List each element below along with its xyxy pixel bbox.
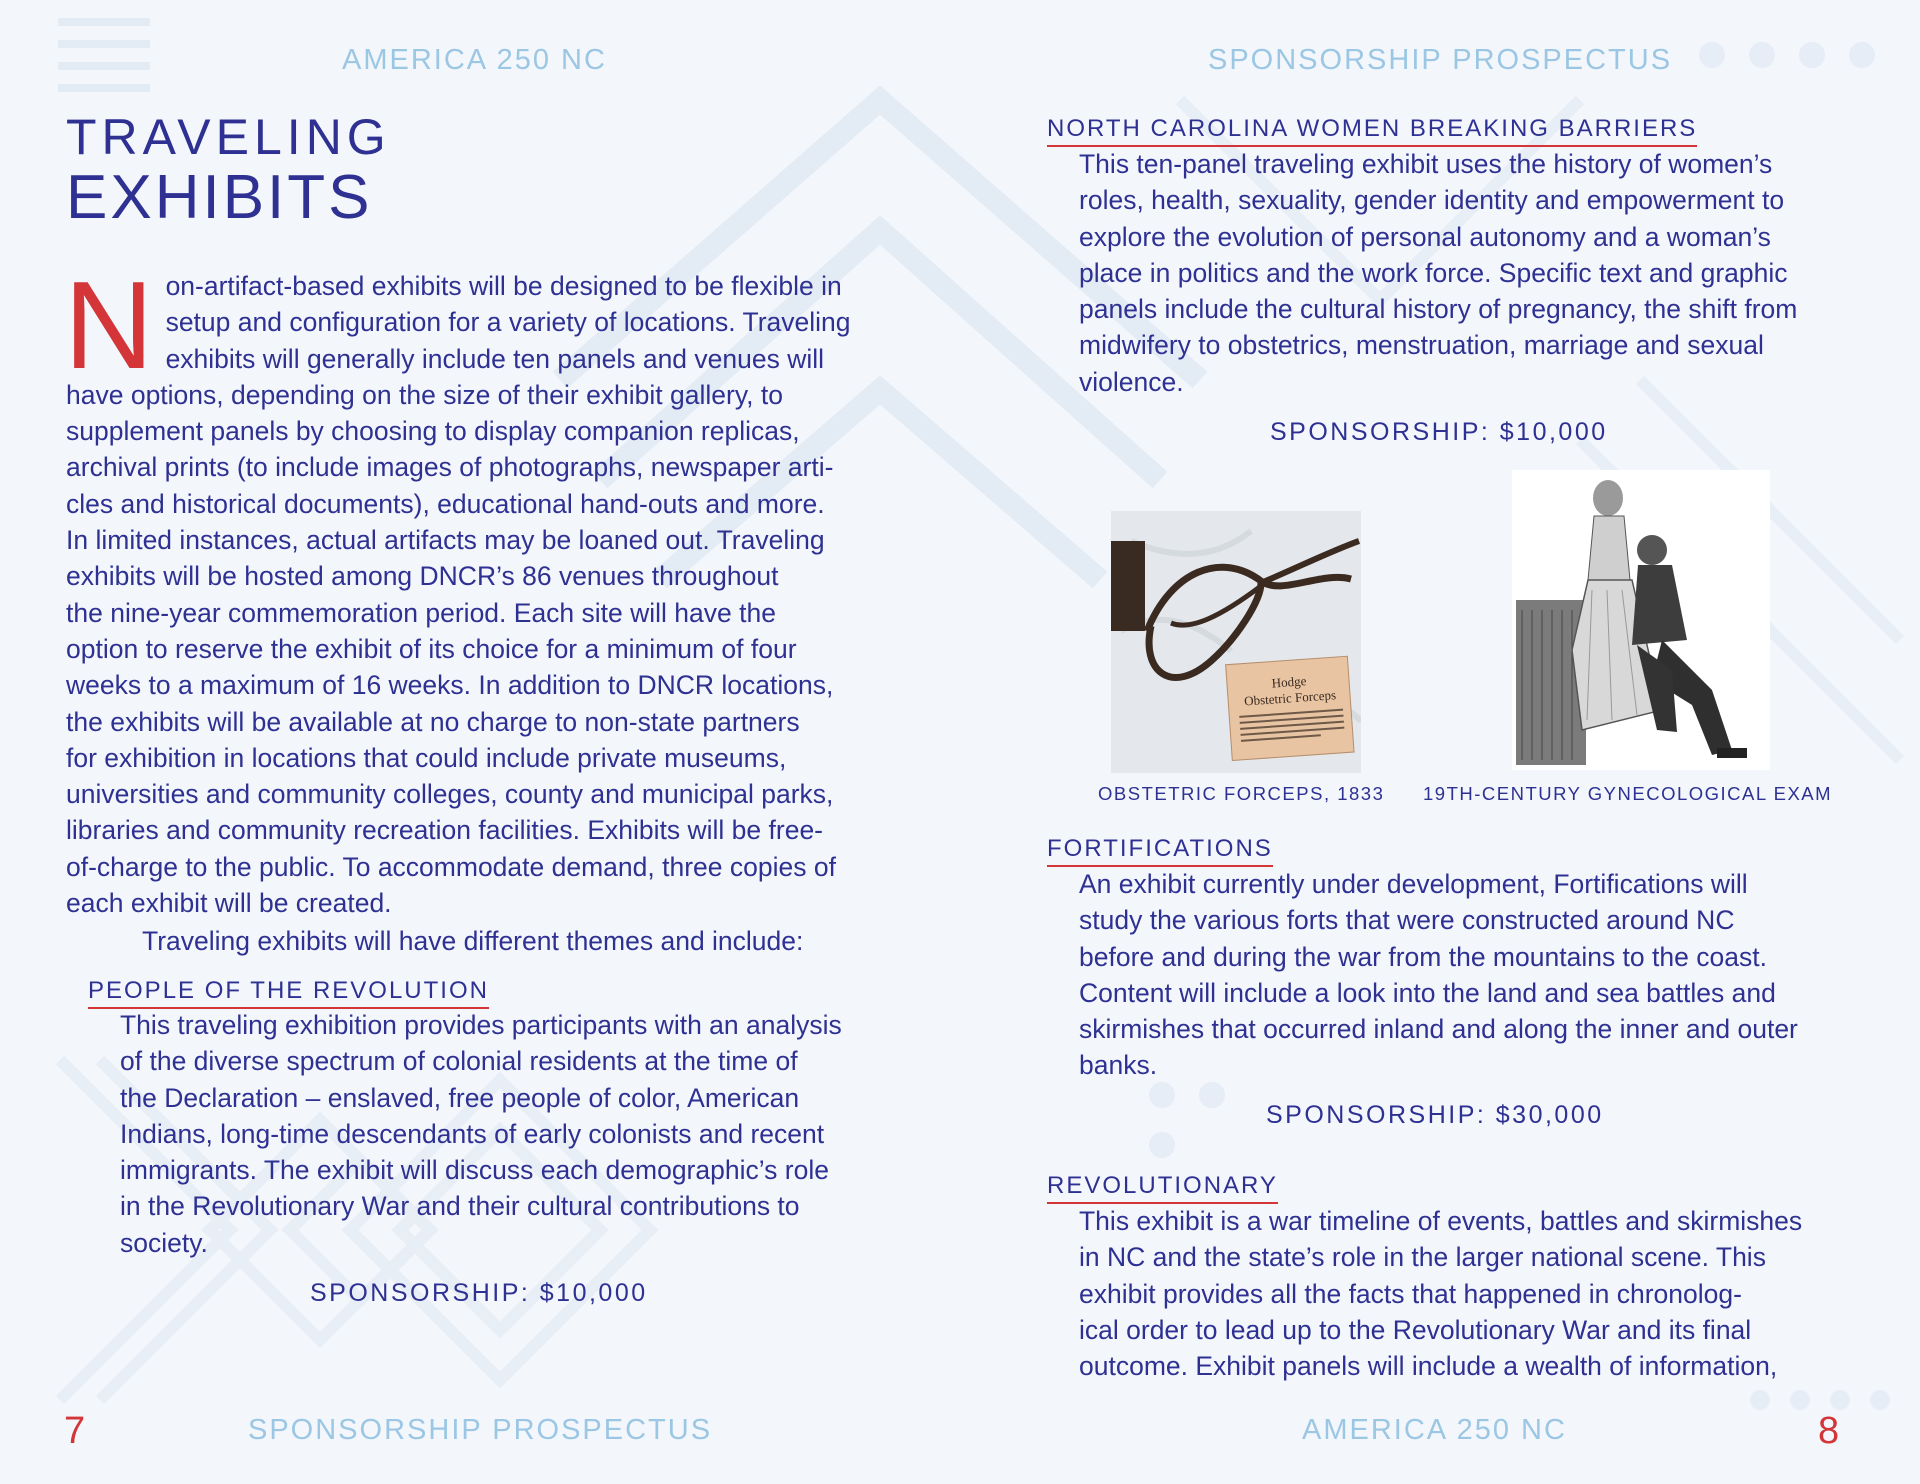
section-body-fortifications	[1079, 866, 1869, 1084]
text-line: This ten-panel traveling exhibit uses the history of women’s	[1079, 149, 1773, 179]
text-line: option to reserve the exhibit of its choice for a minimum of four	[66, 633, 797, 664]
sponsorship-amount: SPONSORSHIP: $10,000	[1270, 418, 1608, 446]
section-heading-women: NORTH CAROLINA WOMEN BREAKING BARRIERS	[1047, 115, 1697, 147]
text-line: for exhibition in locations that could include private museums,	[66, 742, 787, 773]
forceps-illustration	[1111, 511, 1361, 773]
photo-caption: 19TH-CENTURY GYNECOLOGICAL EXAM	[1423, 783, 1833, 804]
text-line: libraries and community recreation facilities. Exhibits will be free-	[66, 815, 824, 846]
themes-intro: Traveling exhibits will have different themes and include:	[142, 926, 804, 956]
intro-paragraph	[64, 257, 906, 921]
text-line: skirmishes that occurred inland and along the inner and outer	[1079, 1014, 1798, 1045]
text-line: before and during the war from the mountains to the coast.	[1079, 941, 1767, 972]
text-line: setup and configuration for a variety of locations. Traveling	[165, 307, 851, 338]
text-line: society.	[120, 1227, 208, 1258]
text-line: each exhibit will be created.	[66, 888, 392, 919]
text-line: Content will include a look into the land and sea battles and	[1079, 977, 1776, 1008]
running-footer: SPONSORSHIP PROSPECTUS	[248, 1414, 713, 1446]
photo-caption: OBSTETRIC FORCEPS, 1833	[1098, 783, 1385, 804]
label-title-1: Hodge	[1271, 673, 1307, 691]
page-title-line2: EXHIBITS	[66, 163, 373, 232]
page-number: 8	[1818, 1410, 1840, 1452]
page-title-line1: TRAVELING	[66, 109, 391, 165]
text-line: exhibit provides all the facts that happened in chronolog-	[1079, 1278, 1742, 1309]
page-8	[960, 0, 1920, 1484]
gynecological-exam-engraving	[1512, 470, 1770, 770]
text-line: midwifery to obstetrics, menstruation, marriage and sexual	[1079, 330, 1764, 361]
text-line: Indians, long-time descendants of early colonists and recent	[120, 1118, 825, 1149]
section-heading-people: PEOPLE OF THE REVOLUTION	[88, 977, 489, 1009]
engraving-illustration	[1512, 470, 1770, 770]
text-line: have options, depending on the size of their exhibit gallery, to	[66, 379, 783, 410]
running-footer: AMERICA 250 NC	[1302, 1414, 1567, 1446]
text-line: In limited instances, actual artifacts may be loaned out. Traveling	[66, 525, 825, 556]
text-line: supplement panels by choosing to display companion replicas,	[66, 416, 800, 447]
text-line: place in politics and the work force. Specific text and graphic	[1079, 257, 1788, 288]
text-line: in NC and the state’s role in the larger national scene. This	[1079, 1242, 1766, 1273]
text-line: cles and historical documents), educational hand-outs and more.	[66, 488, 825, 519]
text-line: roles, health, sexuality, gender identity and empowerment to	[1079, 185, 1785, 216]
text-line: An exhibit currently under development, Fortifications will	[1079, 869, 1748, 899]
section-heading-revolutionary: REVOLUTIONARY	[1047, 1172, 1278, 1204]
drop-cap: N	[64, 257, 154, 395]
running-header: SPONSORSHIP PROSPECTUS	[1208, 44, 1673, 76]
text-line: This traveling exhibition provides participants with an analysis	[120, 1010, 842, 1040]
text-line: exhibits will be hosted among DNCR’s 86 venues throughout	[66, 561, 779, 592]
text-line: panels include the cultural history of pregnancy, the shift from	[1079, 294, 1798, 325]
label-title-2: Obstetric Forceps	[1243, 687, 1337, 709]
text-line: outcome. Exhibit panels will include a wealth of information,	[1079, 1351, 1778, 1382]
section-body-women	[1079, 146, 1869, 400]
section-body-revolutionary	[1079, 1203, 1869, 1384]
text-line: This exhibit is a war timeline of events, battles and skirmishes	[1079, 1206, 1803, 1236]
text-line: the exhibits will be available at no charge to non-state partners	[66, 706, 800, 737]
sponsorship-amount: SPONSORSHIP: $10,000	[310, 1279, 648, 1307]
text-line: exhibits will generally include ten panels and venues will	[165, 343, 825, 374]
text-line: universities and community colleges, county and municipal parks,	[66, 779, 834, 810]
text-line: banks.	[1079, 1050, 1158, 1081]
text-line: archival prints (to include images of photographs, newspaper arti-	[66, 452, 834, 483]
text-line: on-artifact-based exhibits will be designed to be flexible in	[165, 271, 842, 301]
text-line: explore the evolution of personal autonomy and a woman’s	[1079, 221, 1771, 252]
section-heading-fortifications: FORTIFICATIONS	[1047, 835, 1273, 867]
text-line: study the various forts that were constructed around NC	[1079, 905, 1735, 936]
page-number: 7	[64, 1410, 86, 1452]
text-line: of the diverse spectrum of colonial residents at the time of	[120, 1046, 798, 1077]
text-line: violence.	[1079, 366, 1184, 397]
sponsorship-amount: SPONSORSHIP: $30,000	[1266, 1101, 1604, 1129]
text-line: the Declaration – enslaved, free people of color, American	[120, 1082, 800, 1113]
section-body-people	[120, 1007, 910, 1261]
text-line: of-charge to the public. To accommodate demand, three copies of	[66, 851, 836, 882]
forceps-photo	[1111, 511, 1361, 773]
text-line: the nine-year commemoration period. Each site will have the	[66, 597, 776, 628]
text-line: ical order to lead up to the Revolutionary War and its final	[1079, 1314, 1752, 1345]
text-line: weeks to a maximum of 16 weeks. In addition to DNCR locations,	[66, 670, 834, 701]
text-line: in the Revolutionary War and their cultural contributions to	[120, 1191, 800, 1222]
running-header: AMERICA 250 NC	[342, 44, 607, 76]
text-line: immigrants. The exhibit will discuss each demographic’s role	[120, 1155, 829, 1186]
